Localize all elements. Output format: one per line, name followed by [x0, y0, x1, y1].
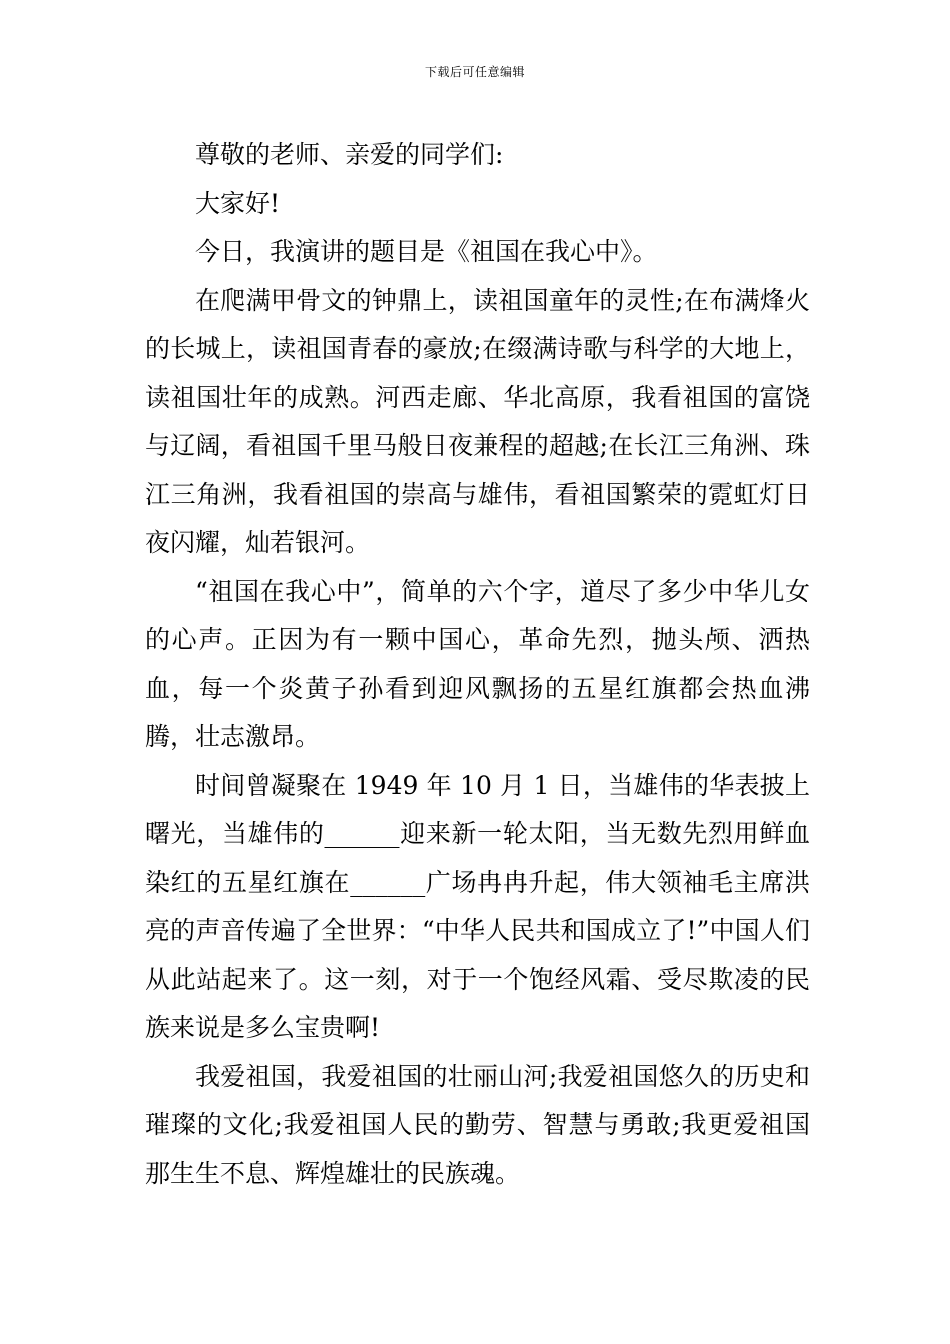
document-body: [145, 131, 810, 1198]
paragraph-six-characters: “祖国在我心中”，简单的六个字，道尽了多少中华儿女的心声。正因为有一颗中国心，革命先烈，抛头颅、洒热血，每一个炎黄子孙看到迎风飘扬的五星红旗都会热血沸腾，壮志激昂。: [145, 576, 810, 751]
speech-title-intro: 今日，我演讲的题目是《祖国在我心中》。: [195, 237, 658, 266]
paragraph-i-love-motherland: 我爱祖国，我爱祖国的壮丽山河;我爱祖国悠久的历史和璀璨的文化;我爱祖国人民的勤劳、智慧与勇敢;我更爱祖国那生生不息、辉煌雄壮的民族魂。: [145, 1061, 810, 1188]
paragraph-reading-motherland: 在爬满甲骨文的钟鼎上，读祖国童年的灵性;在布满烽火的长城上，读祖国青春的豪放;在缀满诗歌与科学的大地上，读祖国壮年的成熟。河西走廊、华北高原，我看祖国的富饶与辽阔，看祖国千里马般日夜兼程的超越;在长江三角洲、珠江三角洲，我看祖国的崇高与雄伟，看祖国繁荣的霓虹灯日夜闪耀，灿若银河。: [145, 285, 810, 557]
paragraph-founding-day: 时间曾凝聚在 1949 年 10 月 1 日，当雄伟的华表披上曙光，当雄伟的______迎来新一轮太阳，当无数先烈用鲜血染红的五星红旗在______广场冉冉升起，伟大领袖毛主席洪亮的声音传遍了全世界：“中华人民共和国成立了!”中国人们从此站起来了。这一刻，对于一个饱经风霜、受尽欺凌的民族来说是多么宝贵啊!: [145, 770, 810, 1042]
page-header-note: 下载后可任意编辑: [424, 65, 525, 79]
salutation: 尊敬的老师、亲爱的同学们:: [195, 140, 504, 169]
greeting: 大家好!: [195, 188, 281, 218]
